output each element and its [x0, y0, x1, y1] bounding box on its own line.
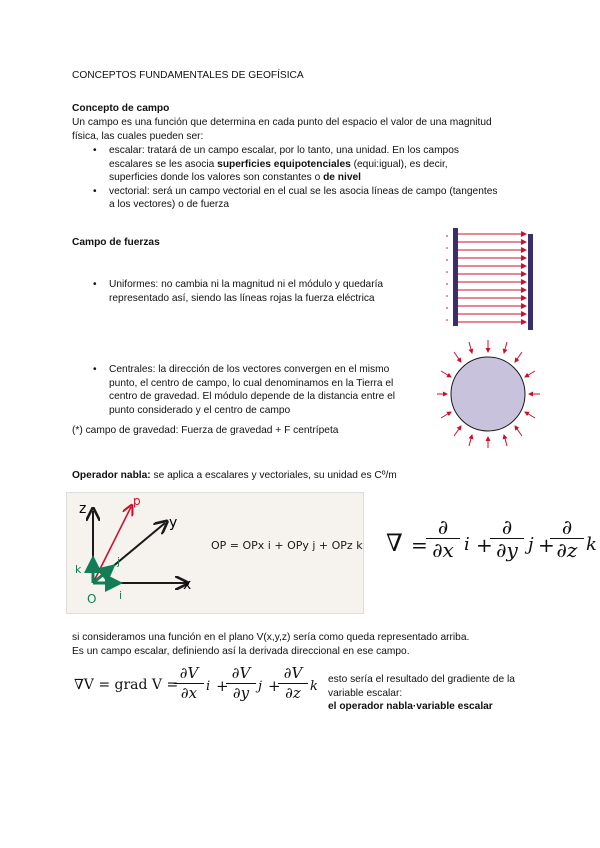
plus-signs	[446, 235, 448, 321]
escalar-bold-2: de nivel	[323, 172, 361, 184]
grad-den-x: ∂x	[174, 683, 204, 703]
grad-unit-i: i	[206, 679, 211, 694]
nabla-heading: Operador nabla:	[72, 470, 151, 481]
numerator-y: ∂	[501, 515, 513, 539]
fraction-x	[426, 516, 460, 561]
centrales-text: Centrales: la dirección de los vectores convergen en el mismo punto, el centro de campo, lo cual denominamos en la Tierra el centro de gravedad. El módulo depende de la distancia entre el punto considerado y el centro de campo	[109, 364, 396, 416]
grad-fraction-y	[226, 664, 256, 703]
numerator-x: ∂	[437, 515, 449, 539]
uniformes-list	[89, 278, 407, 305]
left-plate	[453, 228, 458, 326]
numerator-z: ∂	[561, 515, 573, 539]
uniformes-text: Uniformes: no cambia ni la magnitud ni el módulo y quedaría representado así, siendo las líneas rojas la fuerza eléctrica	[109, 279, 384, 304]
nabla-text: se aplica a escalares y vectoriales, su unidad es Cº/m	[150, 470, 397, 481]
label-k: k	[75, 563, 82, 576]
label-y: y	[169, 515, 178, 531]
plus-1: +	[476, 533, 493, 557]
plus-2: +	[538, 533, 555, 557]
label-z: z	[79, 501, 87, 517]
label-x: x	[183, 577, 192, 593]
gradiente-p1: si consideramos una función en el plano V(x,y,z) sería como queda representado arriba.	[72, 632, 470, 643]
grad-unit-j: j	[258, 679, 263, 694]
denominator-x: ∂x	[426, 538, 460, 561]
grad-plus-2: +	[268, 677, 281, 695]
grad-plus-1: +	[216, 677, 229, 695]
grad-fraction-z	[278, 664, 308, 703]
gradient-formula	[74, 664, 324, 714]
position-vector	[93, 507, 131, 583]
gradient-side-text: esto sería el resultado del gradiente de la variable escalar:	[328, 674, 515, 699]
grad-num-y: ∂V	[231, 664, 251, 682]
central-sphere	[451, 357, 525, 431]
grad-num-z: ∂V	[283, 664, 303, 682]
list-item-uniformes	[89, 278, 407, 305]
handwritten-axes	[67, 493, 363, 613]
label-i: i	[119, 589, 123, 602]
grad-num-x: ∂V	[179, 664, 199, 682]
equals-sign: =	[411, 533, 428, 557]
gravedad-note: (*) campo de gravedad: Fuerza de gravedad + F centrípeta	[72, 425, 339, 436]
unit-k: k	[586, 534, 597, 555]
section-heading-concepto: Concepto de campo	[72, 103, 170, 114]
unit-j: j	[528, 534, 534, 555]
fraction-y	[490, 516, 524, 561]
list-item-vectorial	[89, 185, 499, 212]
gradient-side-note	[328, 673, 524, 714]
concepto-intro: Un campo es una función que determina en cada punto del espacio el valor de una magnitud física, las cuales pueden ser:	[72, 117, 492, 142]
list-item-centrales	[89, 363, 419, 417]
escalar-text-a: escalar: tratará de un campo escalar, por lo tanto, una unidad. En los campos escalares se les asocia	[109, 145, 459, 170]
label-o: O	[87, 592, 97, 606]
centrales-list	[89, 363, 419, 417]
denominator-y: ∂y	[490, 538, 524, 561]
grad-den-z: ∂z	[278, 683, 308, 703]
gradient-side-bold: el operador nabla·variable escalar	[328, 701, 493, 713]
nabla-paragraph	[72, 469, 397, 483]
grad-fraction-x	[174, 664, 204, 703]
handwritten-photo	[66, 492, 364, 614]
gradient-lhs: ∇V = grad V =	[74, 677, 179, 693]
field-lines	[458, 234, 526, 322]
document-title: CONCEPTOS FUNDAMENTALES DE GEOFÍSICA	[72, 70, 304, 81]
list-item-escalar	[89, 144, 499, 185]
label-p: p	[133, 494, 141, 508]
grad-unit-k: k	[310, 679, 318, 694]
escalar-text-b: (equi:igual), es decir, superficies donde los valores son constantes o	[109, 158, 448, 184]
j-vector	[93, 568, 111, 583]
vector-decomposition: OP = OPx i + OPy j + OPz k	[211, 539, 363, 552]
fraction-z	[550, 516, 584, 561]
denominator-z: ∂z	[550, 538, 584, 561]
nabla-formula	[386, 515, 597, 576]
vectorial-text: vectorial: será un campo vectorial en el cual se les asocia líneas de campo (tangentes a los vectores) o de fuerza	[109, 185, 498, 211]
grad-den-y: ∂y	[226, 683, 256, 703]
escalar-bold-1: superficies equipotenciales	[217, 158, 351, 170]
section-heading-fuerzas: Campo de fuerzas	[72, 237, 160, 248]
gradiente-p2: Es un campo escalar, definiendo así la derivada direccional en ese campo.	[72, 646, 410, 657]
concepto-list	[89, 144, 499, 212]
uniform-field-figure	[438, 226, 546, 330]
unit-i: i	[464, 534, 470, 555]
right-plate	[528, 234, 533, 330]
label-j: j	[117, 555, 121, 568]
nabla-symbol: ∇	[386, 529, 403, 557]
central-field-figure	[437, 338, 541, 448]
